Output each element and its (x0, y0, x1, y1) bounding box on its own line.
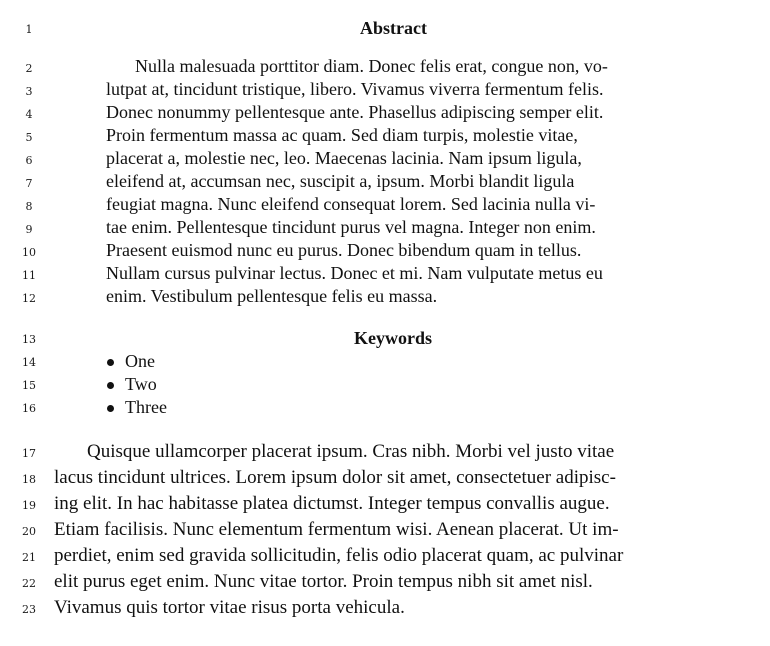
line-number: 22 (22, 577, 36, 590)
abstract-line: Praesent euismod nunc eu purus. Donec bibendum quam in tellus. (106, 240, 582, 260)
line-number: 12 (22, 292, 36, 305)
abstract-line: eleifend at, accumsan nec, suscipit a, ipsum. Morbi blandit ligula (106, 171, 575, 191)
keyword-item: Three (125, 397, 167, 417)
line-number: 4 (25, 108, 33, 121)
line-number: 9 (25, 223, 33, 236)
line-number: 5 (25, 131, 33, 144)
keyword-item: Two (125, 374, 157, 394)
line-number: 20 (22, 525, 36, 538)
line-number: 18 (22, 473, 36, 486)
keyword-item: One (125, 351, 155, 371)
line-number: 11 (22, 269, 36, 282)
abstract-line: Proin fermentum massa ac quam. Sed diam turpis, molestie vitae, (106, 125, 578, 145)
abstract-line: Nullam cursus pulvinar lectus. Donec et mi. Nam vulputate metus eu (106, 263, 603, 283)
body-line: perdiet, enim sed gravida sollicitudin, felis odio placerat quam, ac pulvinar (54, 545, 624, 566)
line-number: 14 (22, 356, 36, 369)
bullet-icon (107, 405, 114, 412)
body-line: Etiam facilisis. Nunc elementum fermentum wisi. Aenean placerat. Ut im- (54, 519, 619, 540)
line-number: 2 (25, 62, 33, 75)
line-number: 1 (25, 23, 33, 36)
abstract-line: feugiat magna. Nunc eleifend consequat lorem. Sed lacinia nulla vi- (106, 194, 596, 214)
body-line: Vivamus quis tortor vitae risus porta vehicula. (54, 597, 405, 618)
body-line: lacus tincidunt ultrices. Lorem ipsum dolor sit amet, consectetuer adipisc- (54, 467, 616, 488)
line-number: 23 (22, 603, 36, 616)
line-number: 13 (22, 333, 36, 346)
abstract-line: placerat a, molestie nec, leo. Maecenas lacinia. Nam ipsum ligula, (106, 148, 582, 168)
abstract-heading: Abstract (360, 18, 427, 38)
abstract-line: lutpat at, tincidunt tristique, libero. Vivamus viverra fermentum felis. (106, 79, 604, 99)
line-number: 17 (22, 447, 36, 460)
line-number: 7 (25, 177, 33, 190)
line-number: 3 (25, 85, 33, 98)
abstract-line: Donec nonummy pellentesque ante. Phasellus adipiscing semper elit. (106, 102, 604, 122)
abstract-line: tae enim. Pellentesque tincidunt purus vel magna. Integer non enim. (106, 217, 596, 237)
body-line: ing elit. In hac habitasse platea dictumst. Integer tempus convallis augue. (54, 493, 610, 514)
line-number: 10 (22, 246, 36, 259)
body-line: elit purus eget enim. Nunc vitae tortor. Proin tempus nibh sit amet nisl. (54, 571, 593, 592)
abstract-line: enim. Vestibulum pellentesque felis eu massa. (106, 286, 438, 306)
line-number: 6 (25, 154, 33, 167)
bullet-icon (107, 359, 114, 366)
bullet-icon (107, 382, 114, 389)
line-number: 15 (22, 379, 36, 392)
body-line: Quisque ullamcorper placerat ipsum. Cras nibh. Morbi vel justo vitae (87, 441, 615, 462)
line-number: 8 (25, 200, 33, 213)
abstract-line: Nulla malesuada porttitor diam. Donec felis erat, congue non, vo- (135, 56, 608, 76)
line-number: 21 (22, 551, 36, 564)
line-number: 16 (22, 402, 36, 415)
keywords-heading: Keywords (354, 328, 432, 348)
line-number: 19 (22, 499, 36, 512)
